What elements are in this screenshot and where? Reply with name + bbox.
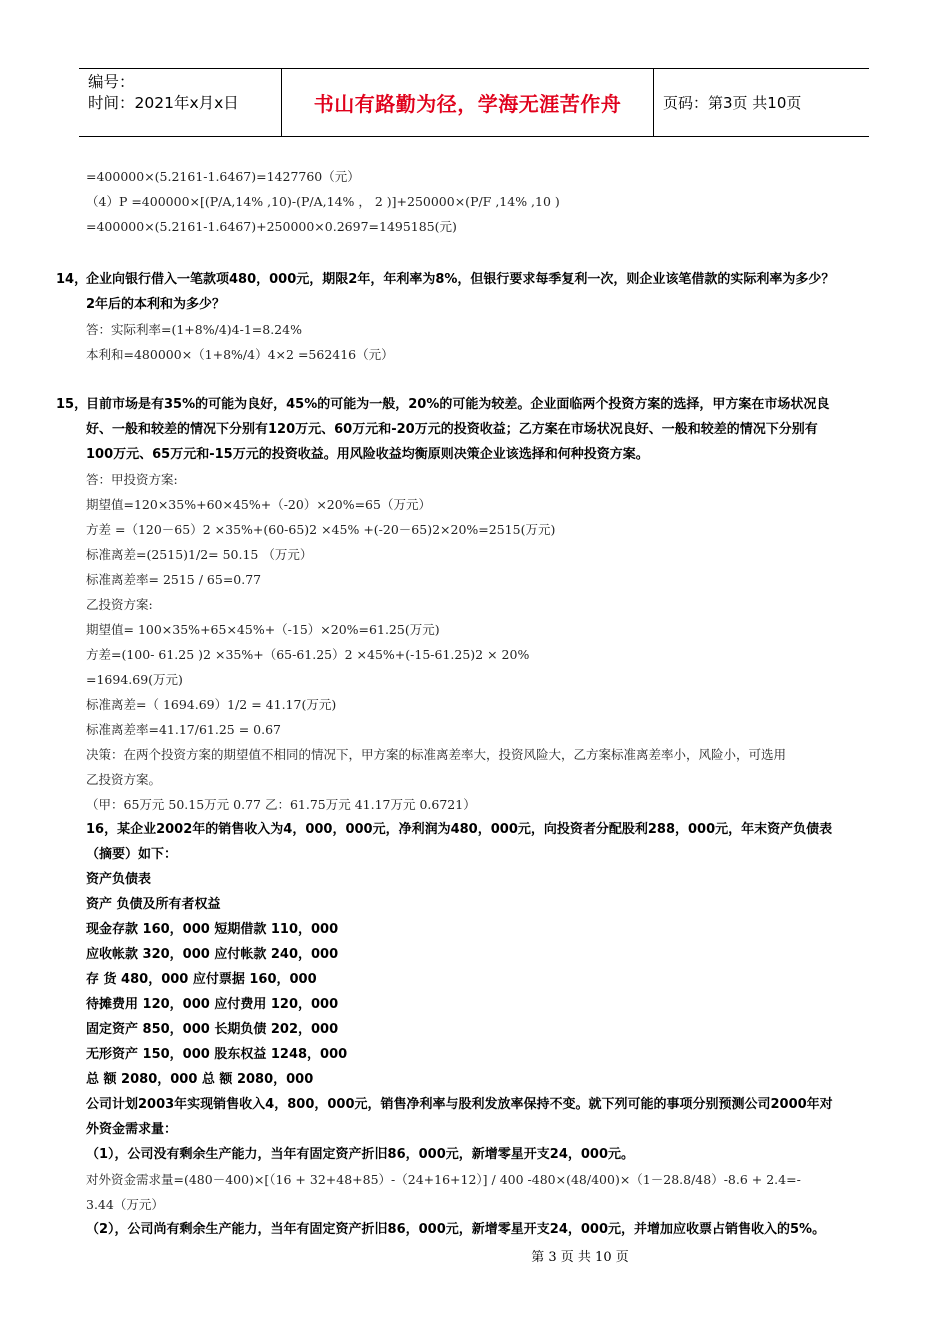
- question-text: 16，某企业2002年的销售收入为4，000，000元，净利润为480，000元，向投资者分配股利288，000元，年末资产负债表: [86, 822, 833, 837]
- answer-line: 决策：在两个投资方案的期望值不相同的情况下，甲方案的标准离差率大，投资风险大，乙方案标准离差率小，风险小，可选用: [86, 747, 787, 762]
- question-text: 无形资产 150，000 股东权益 1248，000: [86, 1047, 348, 1062]
- motto-text: 书山有路勤为径，学海无涯苦作舟: [313, 92, 622, 116]
- question-text: 100万元、65万元和-15万元的投资收益。用风险收益均衡原则决策企业该选择和何种投资方案。: [86, 447, 649, 462]
- answer-line: 方差 =（120－65）2 ×35%+(60-65)2 ×45% +(-20－65)2×20%=2515(万元): [86, 522, 556, 537]
- text-line: =400000×(5.2161-1.6467)+250000×0.2697=1495185(元): [86, 219, 457, 234]
- answer-line: 标准离差=（ 1694.69）1/2 = 41.17(万元): [86, 697, 337, 712]
- header-left-cell: [79, 69, 281, 136]
- answer-line: 标准离差=(2515)1/2= 50.15 （万元）: [86, 547, 313, 562]
- question-text: 目前市场是有35%的可能为良好，45%的可能为一般，20%的可能为较差。企业面临两个投资方案的选择，甲方案在市场状况良: [86, 397, 830, 412]
- answer-line: 答：实际利率=(1+8%/4)4-1=8.24%: [86, 322, 302, 337]
- answer-line: 3.44（万元）: [86, 1197, 164, 1212]
- question-text: 公司计划2003年实现销售收入4，800，000元，销售净利率与股利发放率保持不变。就下列可能的事项分别预测公司2000年对: [86, 1097, 833, 1112]
- answer-line: （甲：65万元 50.15万元 0.77 乙：61.75万元 41.17万元 0.6721）: [86, 797, 476, 812]
- answer-line: 标准离差率=41.17/61.25 = 0.67: [86, 722, 282, 737]
- question-text: 外资金需求量：: [86, 1122, 178, 1137]
- question-text: 资产 负债及所有者权益: [86, 897, 221, 912]
- page-header: [79, 68, 869, 137]
- question-text: （2），公司尚有剩余生产能力，当年有固定资产折旧86，000元，新增零星开支24，000元，并增加应收票占销售收入的5%。: [86, 1222, 826, 1237]
- question-text: 固定资产 850，000 长期负债 202，000: [86, 1022, 339, 1037]
- text-line: =400000×(5.2161-1.6467)=1427760（元）: [86, 169, 360, 184]
- page-code: 页码：第3页 共10页: [663, 94, 802, 112]
- header-motto-cell: [281, 69, 654, 136]
- question-number: 15，: [56, 397, 88, 412]
- question-text: 2年后的本利和为多少？: [86, 297, 226, 312]
- answer-line: 标准离差率= 2515 / 65=0.77: [86, 572, 262, 587]
- answer-line: 对外资金需求量=(480－400)×[（16 + 32+48+85）-（24+16+12）] / 400 -480×(48/400)×（1－28.8/48）-8.6 + 2.4=-: [86, 1172, 801, 1187]
- question-text: 总 额 2080，000 总 额 2080，000: [86, 1072, 314, 1087]
- question-text: （摘要）如下：: [86, 847, 178, 862]
- question-text: 应收帐款 320，000 应付帐款 240，000: [86, 947, 339, 962]
- text-line: （4）P =400000×[(P/A,14% ,10)-(P/A,14% ， 2 )]+250000×(P/F ,14% ,10 ): [86, 194, 560, 209]
- time-label: 时间：2021年x月x日: [88, 94, 239, 112]
- question-text: 存 货 480，000 应付票据 160，000: [86, 972, 317, 987]
- answer-line: 方差=(100- 61.25 )2 ×35%+（65-61.25）2 ×45%+(-15-61.25)2 × 20%: [86, 647, 530, 662]
- answer-line: 乙投资方案:: [86, 597, 153, 612]
- question-text: 现金存款 160，000 短期借款 110，000: [86, 922, 339, 937]
- answer-line: 本利和=480000×（1+8%/4）4×2 =562416（元）: [86, 347, 394, 362]
- answer-line: =1694.69(万元): [86, 672, 183, 687]
- question-text: 资产负债表: [86, 872, 152, 887]
- answer-line: 乙投资方案。: [86, 772, 162, 787]
- question-text: 好、一般和较差的情况下分别有120万元、60万元和-20万元的投资收益；乙方案在市场状况良好、一般和较差的情况下分别有: [86, 422, 818, 437]
- answer-line: 期望值= 100×35%+65×45%+（-15）×20%=61.25(万元): [86, 622, 440, 637]
- answer-line: 答：甲投资方案:: [86, 472, 178, 487]
- page-footer: 第 3 页 共 10 页: [531, 1250, 629, 1265]
- question-text: 待摊费用 120，000 应付费用 120，000: [86, 997, 339, 1012]
- question-number: 14，: [56, 272, 88, 287]
- header-page-cell: [654, 69, 869, 136]
- serial-label: 编号：: [88, 73, 135, 91]
- question-text: （1），公司没有剩余生产能力，当年有固定资产折旧86，000元，新增零星开支24，000元。: [86, 1147, 634, 1162]
- answer-line: 期望值=120×35%+60×45%+（-20）×20%=65（万元）: [86, 497, 431, 512]
- question-text: 企业向银行借入一笔款项480，000元，期限2年，年利率为8%，但银行要求每季复利一次，则企业该笔借款的实际利率为多少？: [86, 272, 835, 287]
